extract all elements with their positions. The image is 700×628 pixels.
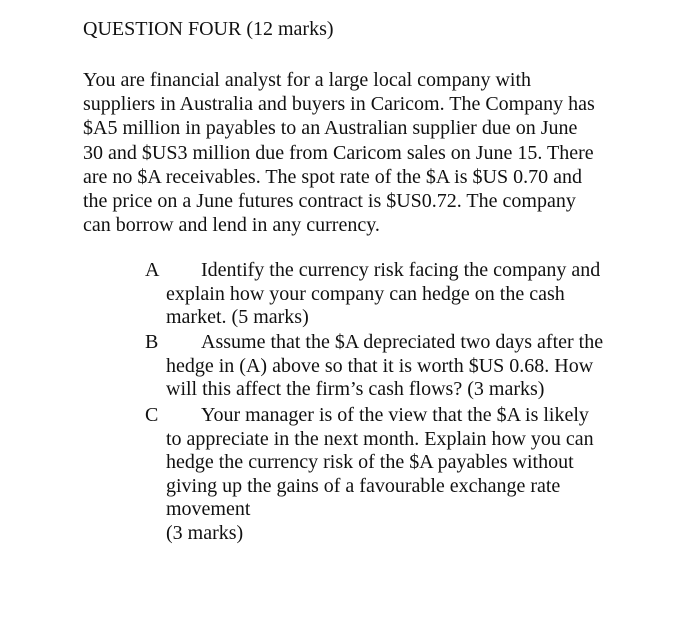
part-b-letter: B <box>145 331 159 353</box>
intro-line: $A5 million in payables to an Australian supplier due on June <box>83 117 578 140</box>
part-c <box>145 404 665 545</box>
intro-line: You are financial analyst for a large local company with <box>83 69 532 91</box>
part-a-line: market. (5 marks) <box>166 306 309 328</box>
intro-line: the price on a June futures contract is $US0.72. The company <box>83 190 576 213</box>
part-c-line: (3 marks) <box>166 521 244 544</box>
part-b <box>145 331 665 402</box>
intro-line: suppliers in Australia and buyers in Caricom. The Company has <box>83 93 595 116</box>
part-a <box>145 259 665 330</box>
part-c-line: Your manager is of the view that the $A is likely <box>201 404 589 426</box>
question-intro-paragraph <box>83 68 663 237</box>
part-a-line: explain how your company can hedge on the cash <box>166 282 565 305</box>
part-a-line: Identify the currency risk facing the company and <box>201 259 601 281</box>
intro-line: 30 and $US3 million due from Caricom sales on June 15. There <box>83 141 594 164</box>
part-a-letter: A <box>145 259 160 281</box>
part-c-letter: C <box>145 404 159 426</box>
question-heading: QUESTION FOUR (12 marks) <box>83 18 334 40</box>
part-b-line: Assume that the $A depreciated two days after the <box>201 331 604 353</box>
part-c-line: giving up the gains of a favourable exchange rate <box>166 474 561 497</box>
intro-line: are no $A receivables. The spot rate of the $A is $US 0.70 and <box>83 165 582 188</box>
intro-line: can borrow and lend in any currency. <box>83 214 380 237</box>
part-b-line: hedge in (A) above so that it is worth $US 0.68. How <box>166 354 594 377</box>
part-c-line: movement <box>166 498 251 520</box>
part-b-line: will this affect the firm’s cash flows? (3 marks) <box>166 378 545 400</box>
part-c-line: to appreciate in the next month. Explain how you can <box>166 427 594 450</box>
part-c-line: hedge the currency risk of the $A payables without <box>166 451 574 473</box>
